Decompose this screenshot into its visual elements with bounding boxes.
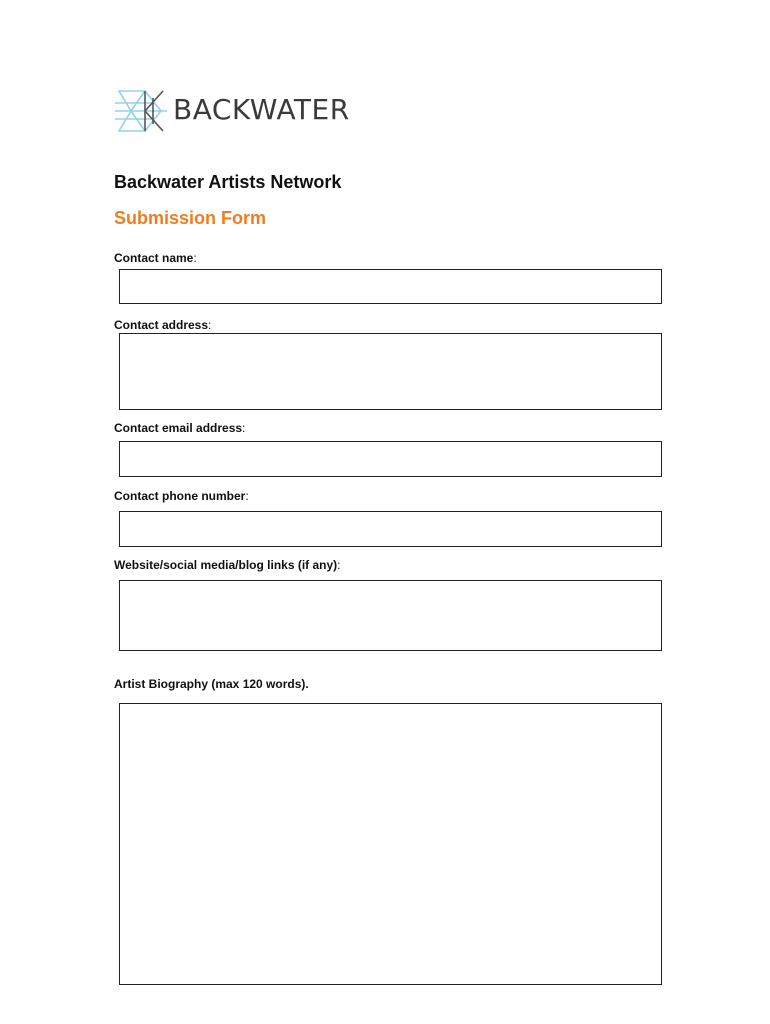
backwater-logo (113, 88, 373, 136)
contact-phone-label: Contact phone number: (114, 489, 249, 503)
artist-biography-field[interactable] (119, 703, 662, 985)
contact-phone-field[interactable] (119, 511, 662, 547)
document-subtitle: Submission Form (114, 208, 267, 228)
backwater-mark-icon (113, 88, 169, 134)
website-links-field[interactable] (119, 580, 662, 651)
contact-name-label: Contact name: (114, 251, 197, 265)
artist-biography-label: Artist Biography (max 120 words). (114, 677, 309, 691)
contact-address-field[interactable] (119, 333, 662, 410)
website-links-label: Website/social media/blog links (if any): (114, 558, 341, 572)
contact-email-label: Contact email address: (114, 421, 246, 435)
contact-address-label: Contact address: (114, 318, 212, 332)
contact-name-field[interactable] (119, 269, 662, 304)
contact-email-field[interactable] (119, 441, 662, 477)
document-title: Backwater Artists Network (114, 172, 342, 192)
logo-wordmark: BACKWATER (173, 93, 350, 126)
